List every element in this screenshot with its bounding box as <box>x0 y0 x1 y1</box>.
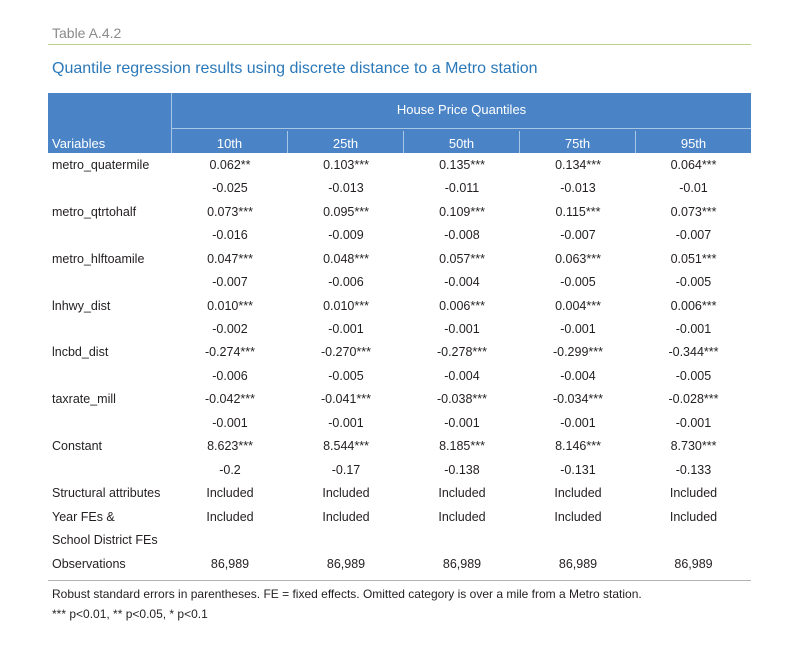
table-cell: 86,989 <box>442 556 482 571</box>
table-cell: Included <box>322 486 370 501</box>
table-cell: 0.010*** <box>323 298 369 313</box>
table-row <box>48 223 751 246</box>
table-cell: -0.131 <box>560 462 596 477</box>
table-cell: -0.270*** <box>320 345 372 360</box>
table-cell: 0.073*** <box>207 204 253 219</box>
table-cell: Included <box>438 486 486 501</box>
table-cell: -0.004 <box>444 368 480 383</box>
table-row <box>48 153 751 176</box>
table-cell: 86,989 <box>326 556 366 571</box>
table-cell: -0.013 <box>560 181 596 196</box>
table-cell: 8.146*** <box>555 439 601 454</box>
table-bottom-divider <box>48 580 751 581</box>
table-cell: -0.009 <box>328 228 364 243</box>
table-cell: -0.038*** <box>436 392 488 407</box>
table-cell: -0.013 <box>328 181 364 196</box>
table-cell: -0.001 <box>675 322 712 337</box>
table-cell: -0.001 <box>444 415 480 430</box>
table-header <box>48 93 751 153</box>
table-cell: -0.001 <box>328 415 364 430</box>
table-cell: -0.01 <box>679 181 708 196</box>
table-cell: 0.115*** <box>555 204 601 219</box>
table-cell: -0.138 <box>444 462 480 477</box>
table-cell <box>636 529 751 552</box>
table-cell: -0.006 <box>212 368 248 383</box>
table-title: Quantile regression results using discrete distance to a Metro station <box>52 60 538 77</box>
row-label: metro_hlftoamile <box>52 251 145 266</box>
row-label <box>48 411 172 434</box>
table-row <box>48 341 751 364</box>
row-label: metro_quatermile <box>52 157 150 172</box>
table-cell: -0.001 <box>212 415 248 430</box>
row-label: taxrate_mill <box>52 392 116 407</box>
table-cell: -0.344*** <box>668 345 719 360</box>
header-quantile: 10th <box>216 136 243 151</box>
table-cell: -0.274*** <box>204 345 256 360</box>
table-cell: -0.016 <box>212 228 248 243</box>
table-cell: -0.278*** <box>436 345 488 360</box>
table-cell: 0.134*** <box>555 157 601 172</box>
table-cell: -0.005 <box>560 275 596 290</box>
table-cell: 8.185*** <box>439 439 485 454</box>
header-variables: Variables <box>52 136 106 151</box>
table-cell: -0.011 <box>444 181 480 196</box>
table-cell: -0.001 <box>675 415 712 430</box>
table-cell: -0.006 <box>328 275 364 290</box>
header-quantile: 50th <box>448 136 475 151</box>
table-cell: 0.004*** <box>555 298 601 313</box>
table-row <box>48 270 751 293</box>
table-cell: Included <box>669 486 718 501</box>
row-label <box>48 317 172 340</box>
table-cell: 0.048*** <box>323 251 369 266</box>
table-cell: -0.001 <box>328 322 364 337</box>
table-row <box>48 317 751 340</box>
table-cell: 0.103*** <box>323 157 369 172</box>
table-row <box>48 200 751 223</box>
row-label <box>48 364 172 387</box>
table-cell: 0.062** <box>209 157 251 172</box>
table-cell: Included <box>554 509 602 524</box>
table-cell: 0.064*** <box>670 157 717 172</box>
table-cell: -0.028*** <box>668 392 719 407</box>
table-cell: -0.299*** <box>552 345 604 360</box>
table-cell: 0.047*** <box>207 251 253 266</box>
table-cell: Included <box>206 486 254 501</box>
table-label: Table A.4.2 <box>52 25 122 41</box>
header-quantile: 75th <box>564 136 591 151</box>
row-label: Constant <box>52 439 103 454</box>
label-divider <box>48 44 751 45</box>
table-cell: 86,989 <box>674 556 713 571</box>
table-cell: 0.006*** <box>439 298 485 313</box>
row-label: Structural attributes <box>52 486 161 501</box>
table-cell: -0.004 <box>444 275 480 290</box>
table-row <box>48 364 751 387</box>
table-cell: -0.007 <box>675 228 712 243</box>
table-cell: Included <box>554 486 602 501</box>
table-cell: -0.008 <box>444 228 480 243</box>
row-label: Year FEs & <box>52 509 115 524</box>
row-label <box>48 458 172 481</box>
table-row <box>48 294 751 317</box>
header-divider <box>172 128 751 129</box>
row-label <box>48 176 172 199</box>
table-cell: 0.010*** <box>207 298 253 313</box>
table-cell: 8.730*** <box>670 439 717 454</box>
table-cell: -0.133 <box>675 462 712 477</box>
table-cell: 0.073*** <box>670 204 717 219</box>
table-row <box>48 247 751 270</box>
row-label: lnhwy_dist <box>52 298 111 313</box>
table-cell: -0.005 <box>675 275 712 290</box>
table-cell: Included <box>669 509 718 524</box>
table-row <box>48 411 751 434</box>
row-label: School District FEs <box>52 533 158 548</box>
table-cell: 0.135*** <box>439 157 485 172</box>
table-cell: -0.007 <box>560 228 596 243</box>
table-cell: 8.544*** <box>323 439 369 454</box>
table-cell: -0.005 <box>328 368 364 383</box>
table-row <box>48 482 751 505</box>
table-row <box>48 529 751 552</box>
table-cell: -0.002 <box>212 322 248 337</box>
table-cell: -0.004 <box>560 368 596 383</box>
table-cell: -0.042*** <box>204 392 256 407</box>
table-cell: -0.005 <box>675 368 712 383</box>
table-cell: 0.109*** <box>439 204 485 219</box>
table-cell: 0.063*** <box>555 251 601 266</box>
table-cell: Included <box>322 509 370 524</box>
table-cell: 86,989 <box>210 556 250 571</box>
table-cell <box>288 529 404 552</box>
header-quantile: 95th <box>680 136 707 151</box>
table-cell: 8.623*** <box>207 439 253 454</box>
table-row <box>48 505 751 528</box>
row-label <box>48 270 172 293</box>
row-label: lncbd_dist <box>52 345 109 360</box>
table-cell: -0.007 <box>212 275 248 290</box>
table-cell <box>404 529 520 552</box>
row-label: Observations <box>52 556 126 571</box>
table-note: Robust standard errors in parentheses. FE = fixed effects. Omitted category is over a mile from a Metro station. <box>52 587 642 601</box>
table-cell: -0.2 <box>219 462 241 477</box>
table-cell: -0.17 <box>331 462 361 477</box>
row-label: metro_qtrtohalf <box>52 204 137 219</box>
table-cell: 86,989 <box>558 556 598 571</box>
table-cell: Included <box>206 509 254 524</box>
results-table <box>48 153 751 575</box>
table-row <box>48 458 751 481</box>
table-row <box>48 388 751 411</box>
header-quantile: 25th <box>332 136 359 151</box>
table-cell: -0.001 <box>560 415 596 430</box>
table-cell: -0.034*** <box>552 392 604 407</box>
table-cell: 0.006*** <box>670 298 717 313</box>
table-cell: -0.041*** <box>320 392 372 407</box>
table-cell: 0.051*** <box>670 251 717 266</box>
table-cell: -0.025 <box>212 181 248 196</box>
header-group-title: House Price Quantiles <box>396 102 527 117</box>
table-cell: -0.001 <box>560 322 596 337</box>
table-row <box>48 435 751 458</box>
row-label <box>48 223 172 246</box>
table-cell: 0.095*** <box>323 204 369 219</box>
table-row <box>48 552 751 575</box>
table-cell <box>172 529 288 552</box>
table-cell: -0.001 <box>444 322 480 337</box>
table-cell: 0.057*** <box>439 251 485 266</box>
table-row <box>48 176 751 199</box>
table-cell: Included <box>438 509 486 524</box>
table-cell <box>520 529 636 552</box>
table-note: *** p<0.01, ** p<0.05, * p<0.1 <box>52 607 208 621</box>
